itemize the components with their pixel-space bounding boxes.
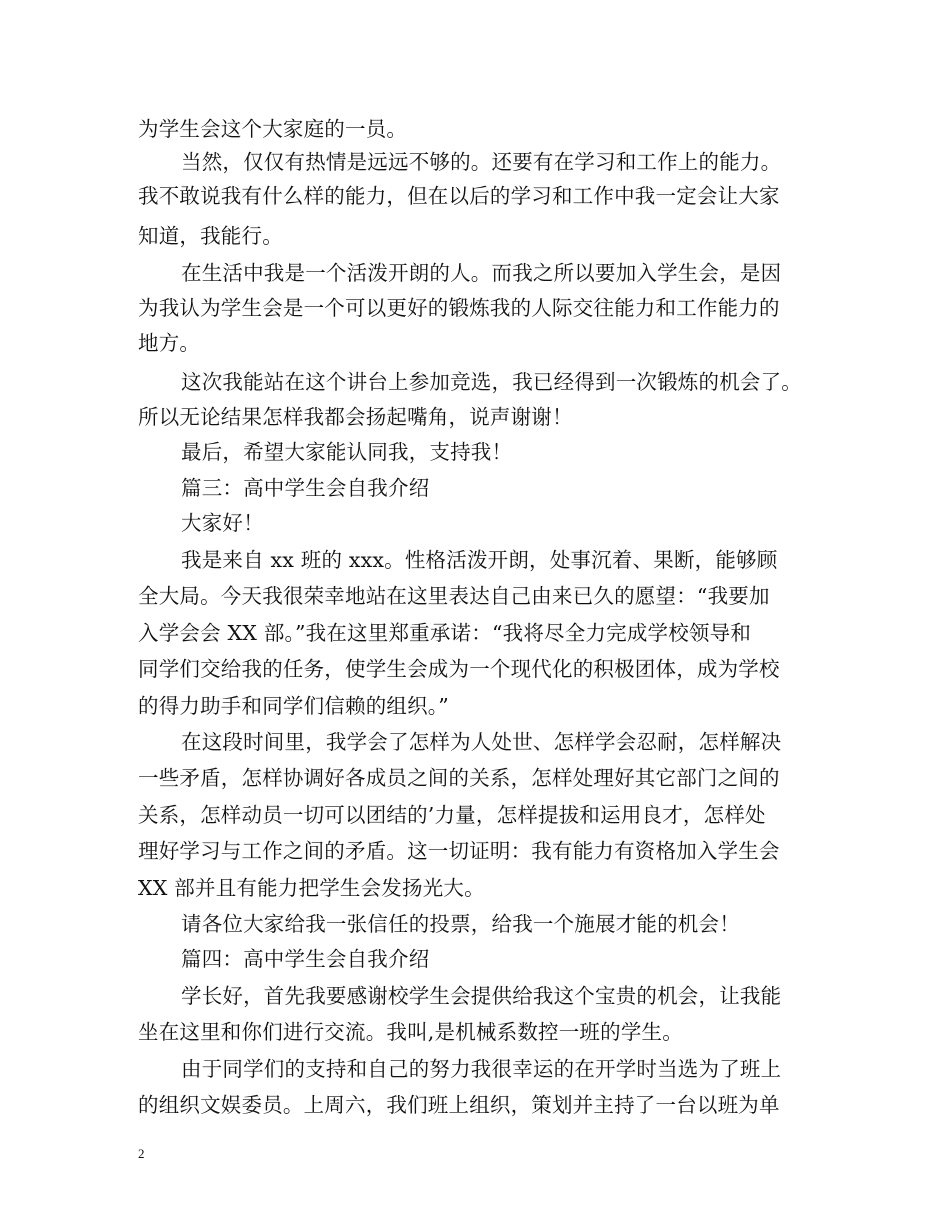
text-line: 的组织文娱委员。上周六，我们班上组织，策划并主持了一台以班为单	[138, 1093, 780, 1117]
text-line: XX 部并且有能力把学生会发扬光大。	[138, 876, 485, 900]
text-line: 为学生会这个大家庭的一员。	[138, 117, 408, 141]
text-line: 地方。	[138, 331, 201, 355]
text-line: 一些矛盾，怎样协调好各成员之间的关系，怎样处理好其它部门之间的	[138, 766, 780, 790]
text-line: 理好学习与工作之间的矛盾。这一切证明：我有能力有资格加入学生会	[138, 839, 780, 863]
text-line: 为我认为学生会是一个可以更好的锻炼我的人际交往能力和工作能力的	[138, 296, 780, 320]
text-line: 关系，怎样动员一切可以团结的’力量，怎样提拔和运用良才，怎样处	[138, 803, 766, 827]
text-line: 所以无论结果怎样我都会扬起嘴角，说声谢谢！	[138, 405, 573, 429]
section-heading: 篇三：高中学生会自我介绍	[181, 476, 430, 500]
text-line: 学长好，首先我要感谢校学生会提供给我这个宝贵的机会，让我能	[181, 984, 782, 1008]
text-line: 最后，希望大家能认同我，支持我！	[181, 440, 513, 464]
text-line: 入学会会 XX 部。”我在这里郑重承诺：“我将尽全力完成学校领导和	[138, 621, 752, 645]
section-heading: 篇四：高中学生会自我介绍	[181, 947, 430, 971]
page-number: 2	[138, 1146, 145, 1161]
text-line: 在这段时间里，我学会了怎样为人处世、怎样学会忍耐，怎样解决	[181, 730, 782, 754]
text-line: 大家好！	[181, 511, 264, 535]
text-line: 全大局。今天我很荣幸地站在这里表达自己由来已久的愿望：“我要加	[138, 584, 770, 608]
text-line: 请各位大家给我一张信任的投票，给我一个施展才能的机会！	[181, 912, 740, 936]
text-line: 坐在这里和你们进行交流。我叫,是机械系数控一班的学生。	[138, 1020, 683, 1044]
text-line: 同学们交给我的任务，使学生会成为一个现代化的积极团体，成为学校	[138, 657, 780, 681]
text-line: 的得力助手和同学们信赖的组织。”	[138, 694, 449, 718]
text-line: 知道，我能行。	[138, 224, 283, 248]
text-line: 这次我能站在这个讲台上参加竞选，我已经得到一次锻炼的机会了。	[181, 370, 802, 394]
text-line: 在生活中我是一个活泼开朗的人。而我之所以要加入学生会，是因	[181, 261, 782, 285]
text-line: 由于同学们的支持和自己的努力我很幸运的在开学时当选为了班上	[181, 1057, 782, 1081]
text-line: 我是来自 xx 班的 xxx。性格活泼开朗，处事沉着、果断，能够顾	[181, 548, 778, 572]
text-line: 我不敢说我有什么样的能力，但在以后的学习和工作中我一定会让大家	[138, 184, 780, 208]
text-line: 当然，仅仅有热情是远远不够的。还要有在学习和工作上的能力。	[181, 150, 782, 174]
